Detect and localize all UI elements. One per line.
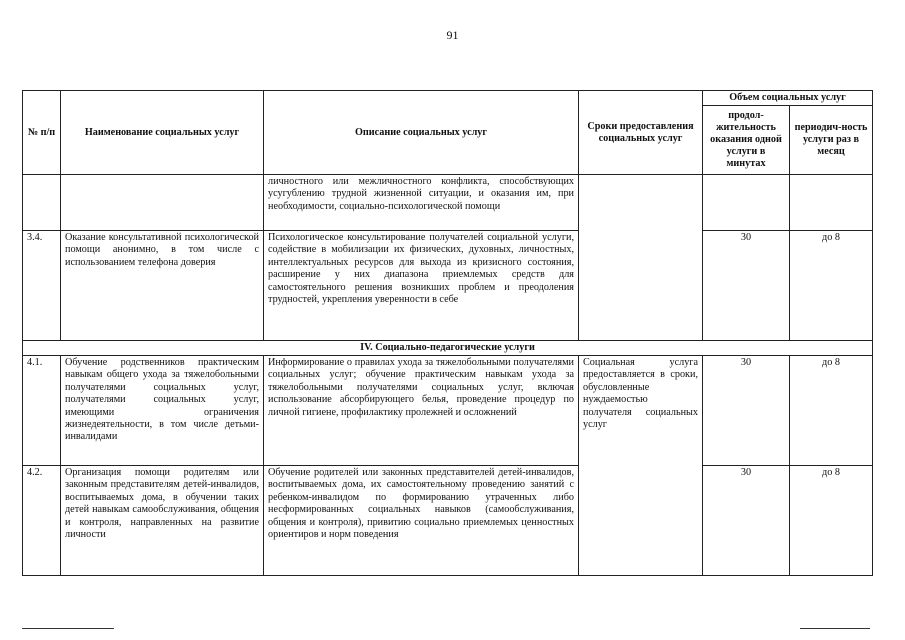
table-row bbox=[23, 231, 873, 341]
row-frequency bbox=[790, 175, 873, 231]
row-description: Обучение родителей или законных представителей детей-инвалидов, воспитываемых дома, их самостоятельному проведению занятий с ребенком-инвалидом по формированию утраченных либо несформированных социальных навыков (самообслуживания, общения и контроля), привитию социально приемлемых ценностных ориентиров и норм поведения bbox=[264, 466, 579, 576]
header-duration: продол-жительность оказания одной услуги в минутах bbox=[703, 106, 790, 175]
header-volume: Объем социальных услуг bbox=[703, 91, 873, 106]
bottom-rule-left bbox=[22, 628, 114, 629]
table-row bbox=[23, 356, 873, 466]
header-terms: Сроки предоставления социальных услуг bbox=[579, 91, 703, 175]
row-duration: 30 bbox=[703, 356, 790, 466]
header-name: Наименование социальных услуг bbox=[61, 91, 264, 175]
section-heading: IV. Социально-педагогические услуги bbox=[23, 341, 873, 356]
row-terms: Социальная услуга предоставляется в сроки, обусловленные нуждаемостью получателя социальных услуг bbox=[579, 356, 703, 576]
row-description: Информирование о правилах ухода за тяжелобольными получателями социальных услуг; обучение практическим навыкам ухода за тяжелобольными получателями социальных услуг, включая использование абсорбирующего белья, проведение процедур по личной гигиене, профилактику пролежней и осложнений bbox=[264, 356, 579, 466]
table-row bbox=[23, 466, 873, 576]
header-description: Описание социальных услуг bbox=[264, 91, 579, 175]
row-duration: 30 bbox=[703, 466, 790, 576]
row-num bbox=[23, 175, 61, 231]
row-num: 4.1. bbox=[23, 356, 61, 466]
services-table bbox=[22, 90, 873, 576]
row-duration bbox=[703, 175, 790, 231]
header-num: № п/п bbox=[23, 91, 61, 175]
row-frequency: до 8 bbox=[790, 356, 873, 466]
row-frequency: до 8 bbox=[790, 231, 873, 341]
row-name: Оказание консультативной психологической помощи анонимно, в том числе с использованием телефона доверия bbox=[61, 231, 264, 341]
row-description: личностного или межличностного конфликта, способствующих усугублению трудной жизненной ситуации, и оказания им, при необходимости, социально-психологической помощи bbox=[264, 175, 579, 231]
row-terms bbox=[579, 175, 703, 341]
row-frequency: до 8 bbox=[790, 466, 873, 576]
header-frequency: периодич-ность услуги раз в месяц bbox=[790, 106, 873, 175]
section-heading-row bbox=[23, 341, 873, 356]
row-name: Обучение родственников практическим навыкам общего ухода за тяжелобольными получателями социальных услуг, получателями социальных услуг, имеющими ограничения жизнедеятельности, в том числе детьми-инвалидами bbox=[61, 356, 264, 466]
page-number: 91 bbox=[446, 28, 459, 42]
row-name: Организация помощи родителям или законным представителям детей-инвалидов, воспитываемых дома, в обучении таких детей навыкам самообслуживания, общения и контроля, направленных на развитие личности bbox=[61, 466, 264, 576]
row-num: 4.2. bbox=[23, 466, 61, 576]
row-num: 3.4. bbox=[23, 231, 61, 341]
table-row bbox=[23, 175, 873, 231]
row-description: Психологическое консультирование получателей социальной услуги, содействие в мобилизации их физических, духовных, личностных, интеллектуальных ресурсов для выхода из кризисного состояния, расширение у них диапазона приемлемых средств для самостоятельного решения возникших проблем и преодоления трудностей, укрепления уверенности в себе bbox=[264, 231, 579, 341]
bottom-rule-right bbox=[800, 628, 870, 629]
row-name bbox=[61, 175, 264, 231]
row-duration: 30 bbox=[703, 231, 790, 341]
